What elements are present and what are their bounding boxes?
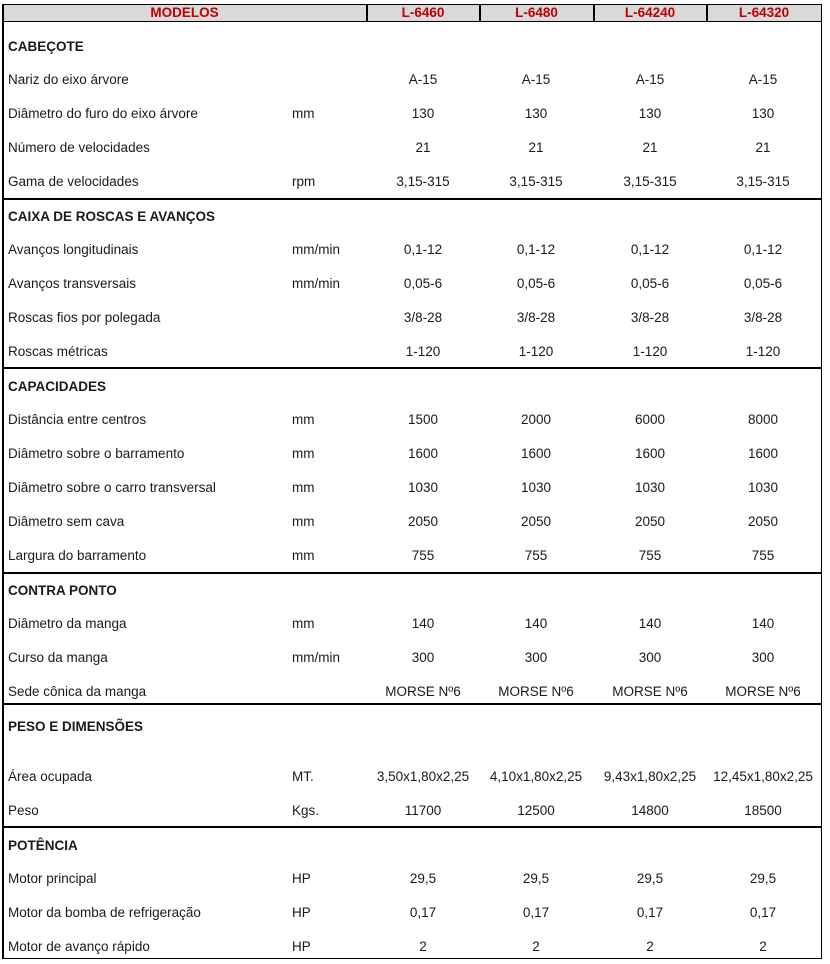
row-label: Largura do barramento — [8, 548, 147, 563]
row-value: 2 — [759, 939, 767, 954]
row-value: 3,15-315 — [736, 174, 790, 189]
row-value: 2 — [419, 939, 427, 954]
row-value: 18500 — [744, 803, 782, 818]
row-label: Diâmetro da manga — [8, 616, 127, 631]
row-value: 3/8-28 — [630, 310, 670, 325]
row-label: Diâmetro do furo do eixo árvore — [8, 106, 198, 121]
header-divider — [593, 4, 595, 22]
row-value: 2050 — [520, 514, 552, 529]
row-label: Área ocupada — [8, 769, 93, 784]
row-value: 1600 — [634, 446, 666, 461]
row-value: 29,5 — [636, 871, 664, 886]
row-value: 3,15-315 — [396, 174, 450, 189]
header-cell-model-3 — [593, 4, 707, 22]
model-name: L-6480 — [515, 5, 558, 20]
row-label: Nariz do eixo árvore — [8, 72, 129, 87]
section-title: CAPACIDADES — [8, 379, 107, 394]
row-value: 300 — [524, 650, 548, 665]
row-value: A-15 — [521, 72, 551, 87]
row-value: 1030 — [747, 480, 779, 495]
row-unit: mm — [292, 616, 315, 631]
row-label: Roscas fios por polegada — [8, 310, 161, 325]
row-value: 1030 — [634, 480, 666, 495]
row-value: 1030 — [407, 480, 439, 495]
section-title: POTÊNCIA — [8, 838, 78, 853]
row-unit: mm — [292, 514, 315, 529]
row-unit: Kgs. — [292, 803, 320, 818]
row-value: 3,15-315 — [509, 174, 563, 189]
row-value: 0,05-6 — [743, 276, 783, 291]
row-unit: mm — [292, 446, 315, 461]
row-value: 1-120 — [405, 344, 441, 359]
row-label: Sede cônica da manga — [8, 684, 147, 699]
row-unit: mm/min — [292, 276, 340, 291]
row-label: Distância entre centros — [8, 412, 147, 427]
row-value: A-15 — [408, 72, 438, 87]
section-title: CONTRA PONTO — [8, 583, 117, 598]
header-cell-model-1 — [366, 4, 480, 22]
row-value: 3,50x1,80x2,25 — [376, 769, 470, 784]
row-value: 9,43x1,80x2,25 — [603, 769, 697, 784]
row-value: MORSE Nº6 — [498, 684, 574, 699]
row-value: 300 — [751, 650, 775, 665]
row-unit: HP — [292, 905, 311, 920]
row-label: Peso — [8, 803, 39, 818]
row-value: 1-120 — [632, 344, 668, 359]
row-value: 140 — [638, 616, 662, 631]
row-value: 0,05-6 — [516, 276, 556, 291]
row-value: 1-120 — [518, 344, 554, 359]
row-unit: rpm — [292, 174, 316, 189]
row-value: 2 — [646, 939, 654, 954]
section-title: PESO E DIMENSÕES — [8, 719, 144, 734]
row-label: Diâmetro sobre o barramento — [8, 446, 185, 461]
row-value: 21 — [755, 140, 771, 155]
header-cell-modelos — [2, 4, 367, 22]
row-value: 0,17 — [749, 905, 777, 920]
row-value: 0,17 — [636, 905, 664, 920]
row-value: 29,5 — [522, 871, 550, 886]
row-unit: HP — [292, 939, 311, 954]
row-label: Roscas métricas — [8, 344, 108, 359]
row-value: MORSE Nº6 — [385, 684, 461, 699]
row-value: 1-120 — [745, 344, 781, 359]
row-value: 2000 — [520, 412, 552, 427]
row-value: MORSE Nº6 — [725, 684, 801, 699]
model-name: L-64240 — [624, 5, 676, 20]
row-value: 3/8-28 — [516, 310, 556, 325]
row-value: 755 — [751, 548, 775, 563]
row-value: A-15 — [748, 72, 778, 87]
row-value: 0,1-12 — [630, 242, 670, 257]
spec-table — [2, 4, 822, 959]
row-unit: mm — [292, 412, 315, 427]
row-value: 755 — [524, 548, 548, 563]
row-value: 755 — [411, 548, 435, 563]
row-value: 140 — [411, 616, 435, 631]
section-divider — [2, 198, 822, 200]
table-border-bottom — [2, 958, 822, 960]
row-value: 4,10x1,80x2,25 — [489, 769, 583, 784]
row-value: 2 — [532, 939, 540, 954]
row-value: 1600 — [747, 446, 779, 461]
row-unit: mm/min — [292, 650, 340, 665]
row-value: 2050 — [634, 514, 666, 529]
row-value: MORSE Nº6 — [612, 684, 688, 699]
row-value: 140 — [751, 616, 775, 631]
row-value: 1030 — [520, 480, 552, 495]
section-divider — [2, 572, 822, 574]
row-value: 0,1-12 — [516, 242, 556, 257]
row-value: 21 — [642, 140, 658, 155]
row-value: 0,1-12 — [403, 242, 443, 257]
row-value: 130 — [524, 106, 548, 121]
section-divider — [2, 826, 822, 828]
row-value: 12,45x1,80x2,25 — [713, 769, 813, 784]
row-value: 130 — [638, 106, 662, 121]
row-value: 6000 — [634, 412, 666, 427]
row-label: Motor da bomba de refrigeração — [8, 905, 201, 920]
row-label: Motor de avanço rápido — [8, 939, 150, 954]
row-value: 29,5 — [749, 871, 777, 886]
row-value: 755 — [638, 548, 662, 563]
row-value: 11700 — [404, 803, 442, 818]
row-label: Avanços longitudinais — [8, 242, 139, 257]
row-value: 0,05-6 — [630, 276, 670, 291]
row-unit: mm — [292, 548, 315, 563]
model-name: L-6460 — [401, 5, 445, 20]
row-value: 0,1-12 — [743, 242, 783, 257]
row-value: 2050 — [407, 514, 439, 529]
header-cell-model-2 — [479, 4, 594, 22]
row-value: 3/8-28 — [403, 310, 443, 325]
table-border-right — [821, 4, 823, 959]
row-label: Motor principal — [8, 871, 97, 886]
row-value: 300 — [638, 650, 662, 665]
row-value: 1500 — [407, 412, 439, 427]
section-title: CABEÇOTE — [8, 39, 84, 54]
row-label: Número de velocidades — [8, 140, 150, 155]
row-value: A-15 — [635, 72, 665, 87]
row-unit: mm — [292, 106, 315, 121]
row-label: Curso da manga — [8, 650, 108, 665]
row-value: 8000 — [747, 412, 779, 427]
row-value: 1600 — [407, 446, 439, 461]
header-cell-model-4 — [706, 4, 822, 22]
row-value: 0,17 — [409, 905, 437, 920]
header-divider — [366, 4, 368, 22]
row-value: 1600 — [520, 446, 552, 461]
row-value: 0,17 — [522, 905, 550, 920]
header-label: MODELOS — [150, 5, 219, 20]
row-value: 130 — [751, 106, 775, 121]
row-value: 14800 — [631, 803, 669, 818]
row-label: Diâmetro sem cava — [8, 514, 125, 529]
header-divider — [479, 4, 481, 22]
section-title: CAIXA DE ROSCAS E AVANÇOS — [8, 209, 216, 224]
row-label: Avanços transversais — [8, 276, 137, 291]
row-value: 140 — [524, 616, 548, 631]
row-value: 0,05-6 — [403, 276, 443, 291]
row-label: Gama de velocidades — [8, 174, 139, 189]
row-value: 3,15-315 — [623, 174, 677, 189]
row-unit: MT. — [292, 769, 314, 784]
header-divider — [706, 4, 708, 22]
table-border-left — [2, 4, 4, 959]
row-unit: HP — [292, 871, 311, 886]
row-unit: mm/min — [292, 242, 340, 257]
row-value: 300 — [411, 650, 435, 665]
row-value: 2050 — [747, 514, 779, 529]
row-value: 21 — [528, 140, 544, 155]
row-value: 12500 — [517, 803, 555, 818]
row-label: Diâmetro sobre o carro transversal — [8, 480, 216, 495]
row-unit: mm — [292, 480, 315, 495]
row-value: 3/8-28 — [743, 310, 783, 325]
section-divider — [2, 367, 822, 369]
model-name: L-64320 — [738, 5, 790, 20]
row-value: 21 — [415, 140, 431, 155]
row-value: 29,5 — [409, 871, 437, 886]
section-divider — [2, 703, 822, 705]
row-value: 130 — [411, 106, 435, 121]
